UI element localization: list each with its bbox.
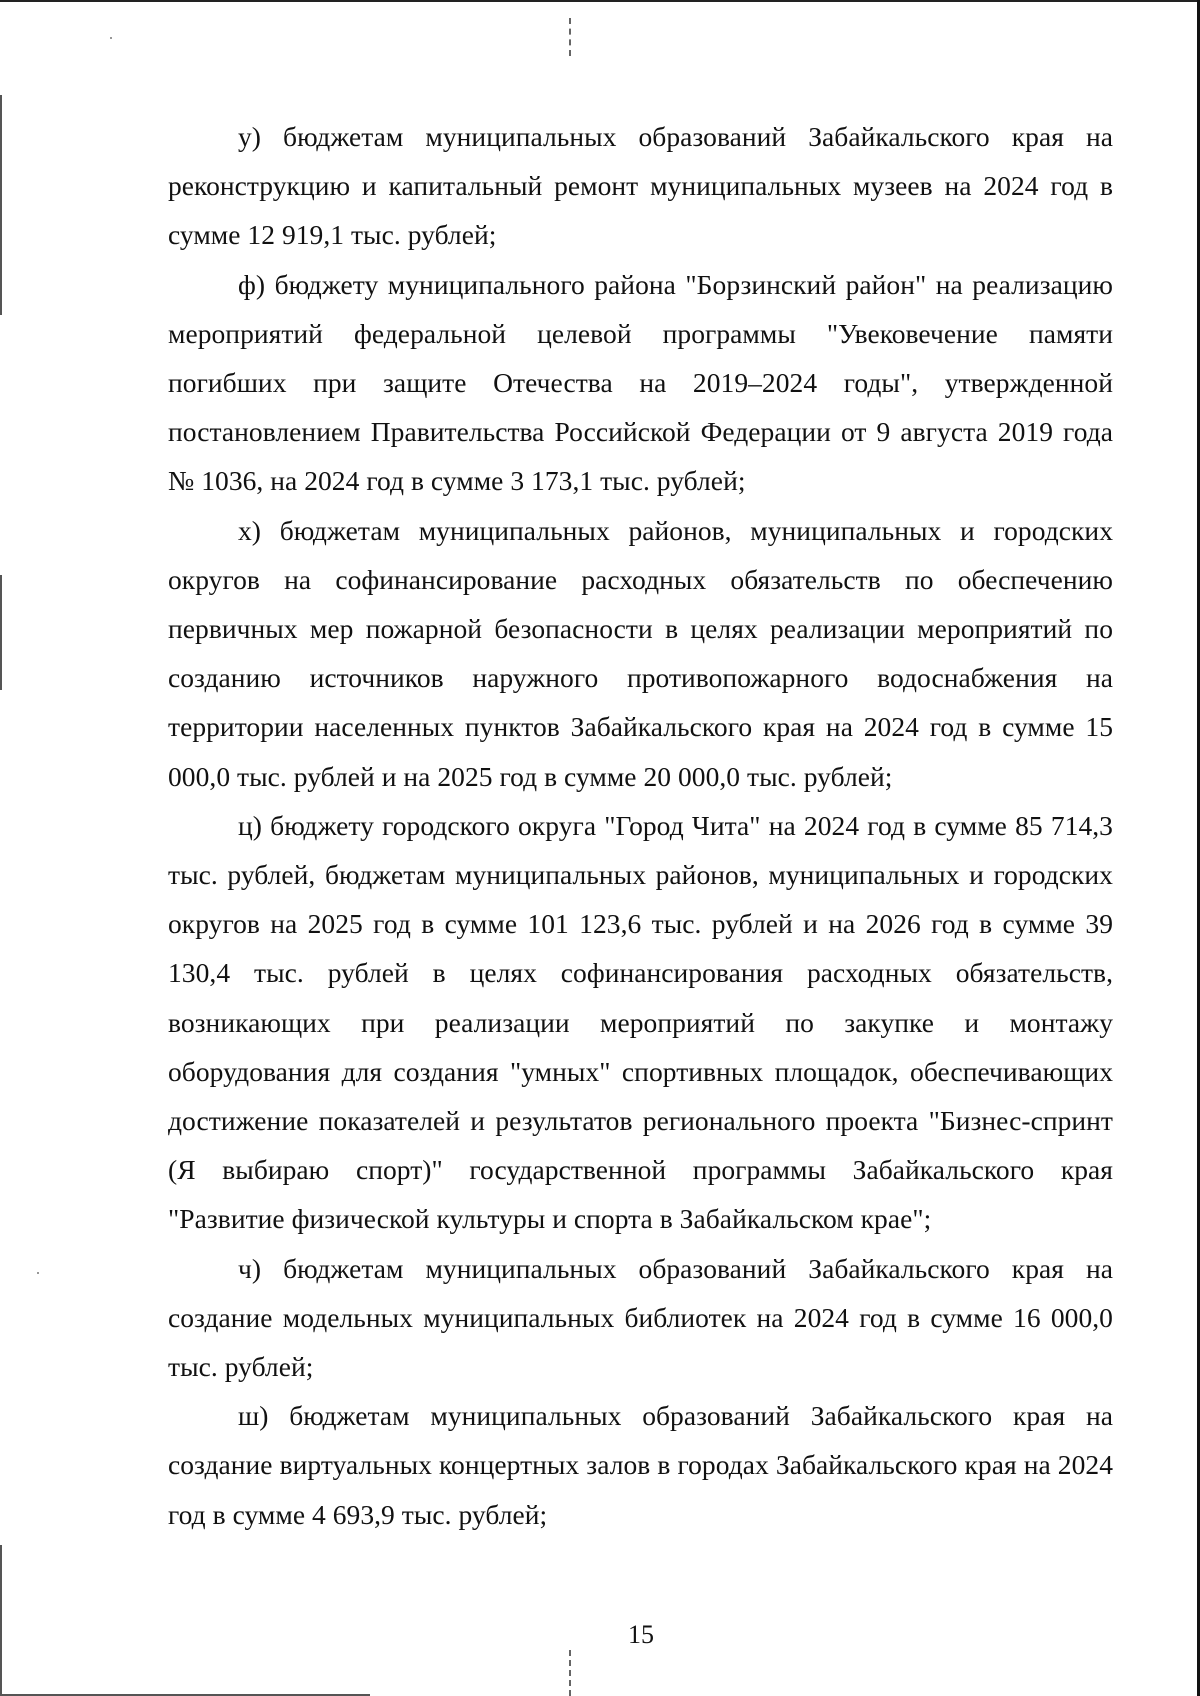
paragraph-sh: ш) бюджетам муниципальных образований Забайкальского края на создание виртуальных концертных залов в городах Забайкальского края на 2024 год в сумме 4 693,9 тыс. рублей;	[168, 1400, 1113, 1530]
paragraph-ts: ц) бюджету городского округа "Город Чита" на 2024 год в сумме 85 714,3 тыс. рублей, бюджетам муниципальных районов, муниципальных и городских округов на 2025 год в сумме 101 123,6 тыс. рублей и на 2026 год в сумме 39 130,4 тыс. рублей в целях софинансирования расходных обязательств, возникающих при реализации мероприятий по закупке и монтажу оборудования для создания "умных" спортивных площадок, обеспечивающих достижение показателей и результатов регионального проекта "Бизнес-спринт (Я выбираю спорт)" государственной программы Забайкальского края "Развитие физической культуры и спорта в Забайкальском крае";	[168, 809, 1113, 1235]
scan-top-edge	[0, 0, 1200, 2]
paragraph-kh: х) бюджетам муниципальных районов, муниципальных и городских округов на софинансирование расходных обязательств по обеспечению первичных мер пожарной безопасности в целях реализации мероприятий по созданию источников наружного противопожарного водоснабжения на территории населенных пунктов Забайкальского края на 2024 год в сумме 15 000,0 тыс. рублей и на 2025 год в сумме 20 000,0 тыс. рублей;	[168, 514, 1113, 792]
paragraph-ch: ч) бюджетам муниципальных образований Забайкальского края на создание модельных муниципальных библиотек на 2024 год в сумме 16 000,0 тыс. рублей;	[168, 1252, 1113, 1383]
document-body	[168, 112, 1113, 1539]
scan-left-edge-mark	[0, 575, 2, 690]
scan-left-edge-mark	[0, 95, 2, 315]
binding-mark-top	[569, 18, 573, 56]
scan-speck	[110, 37, 112, 39]
binding-mark-bottom	[569, 1650, 573, 1696]
paragraph-f: ф) бюджету муниципального района "Борзинский район" на реализацию мероприятий федеральной целевой программы "Увековечение памяти погибших при защите Отечества на 2019–2024 годы", утвержденной постановлением Правительства Российской Федерации от 9 августа 2019 года № 1036, на 2024 год в сумме 3 173,1 тыс. рублей;	[168, 268, 1113, 497]
page-number: 15	[628, 1620, 654, 1649]
scan-speck	[37, 1272, 39, 1274]
paragraph-u: у) бюджетам муниципальных образований Забайкальского края на реконструкцию и капитальный ремонт муниципальных музеев на 2024 год в сумме 12 919,1 тыс. рублей;	[168, 121, 1113, 251]
